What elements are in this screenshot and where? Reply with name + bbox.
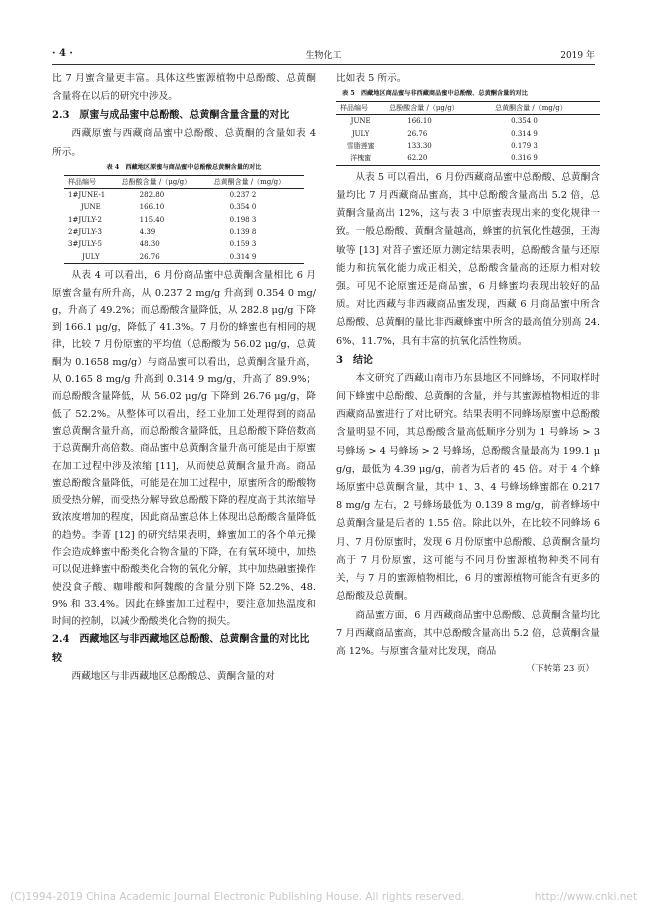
continued-on-note: （下转第 23 页） [526, 664, 594, 675]
section-heading-2-3: 2.3 原蜜与成品蜜中总酚酸、总黄酮含量含量的对比 [52, 110, 290, 122]
table-cell: JULY [64, 251, 118, 264]
table-header-cell: 总黄酮含量 /（mg/g） [210, 175, 304, 188]
table-header-row [64, 175, 304, 188]
right-column [336, 70, 600, 676]
table5-analysis-paragraph: 从表 5 可以看出，6 月份西藏商品蜜中总酚酸、总黄酮含量均比 7 月西藏商品蜜高，其中总酚酸含量高出 5.2 倍，总黄酮含量高出 12%，这与表 3 中原蜜表现出来的变化规律一致。一般总酚酸、黄酮含量越高，蜂蜜的抗氧化性越强，王海敏等 [13] 对苕子蜜还原力测定结果表明，总酚酸含量与还原能力和抗氧化能力成正相关，总酚酸含量高的还原力相对较强。可见不论原蜜还是商品蜜，6 月蜂蜜均表现出较好的品质。对比西藏与非西藏商品蜜发现，西藏 6 月商品蜜中所含总酚酸、总黄酮的量比非西藏蜂蜜中所含的最高值分别高 24.6%、11.7%，具有丰富的抗氧化活性物质。 [336, 171, 600, 347]
table-row [336, 128, 600, 140]
table-row [64, 251, 304, 264]
table-cell: 3#JULY-5 [68, 240, 102, 249]
table-cell: 0.354 0 [511, 117, 538, 126]
intro-paragraph: 比 7 月蜜含量更丰富。具体这些蜜源植物中总酚酸、总黄酮含量将在以后的研究中涉及。 [52, 73, 316, 103]
table4 [64, 175, 304, 264]
table-cell: 雪脂莲蜜 [346, 142, 375, 151]
table-cell: 282.80 [139, 190, 165, 199]
table-row [336, 115, 600, 128]
table-header-cell: 样品编号 [336, 102, 385, 115]
table-row [64, 188, 304, 201]
table5-caption: 表 5 西藏地区商品蜜与非西藏商品蜜中总酚酸、总黄酮含量的对比 [342, 90, 528, 98]
table4-analysis-paragraph: 从表 4 可以看出，6 月份商品蜜中总黄酮含量相比 6 月原蜜含量有所升高，从 0.237 2 mg/g 升高到 0.354 0 mg/g，升高了 49.2%；而总酚酸含量降低，从 282.8 μg/g 下降到 166.1 μg/g，降低了 41.3%。7 月份的蜂蜜也有相同的规律，比较 7 月份原蜜的平均值（总酚酸为 56.02 μg/g，总黄酮为 0.1658 mg/g）与商品蜜可以看出，总黄酮含量升高，从 0.165 8 mg/g 升高到 0.314 9 mg/g，升高了 89.9%；而总酚酸含量降低，从 56.02 μg/g 下降到 26.76 μg/g，降低了 52.2%。从整体可以看出，经工业加工处理得到的商品蜜总黄酮含量升高，而总酚酸含量降低，且总酚酸下降倍数高于总黄酮升高倍数。商品蜜中总黄酮含量升高可能是由于原蜜在加工过程中涉及浓缩 [11]，从而使总黄酮含量升高。商品蜜总酚酸含量降低，可能是在加工过程中，原蜜所含的酚酸物质受热分解，而受热分解导致总酚酸下降的程度高于其浓缩导致浓度增加的程度，因此商品蜜总体上体现出总酚酸含量降低的趋势。李菁 [12] 的研究结果表明，蜂蜜加工的各个单元操作会造成蜂蜜中酚类化合物含量的下降，在有氧环境中，加热可以促进蜂蜜中酚酸类化合物的氧化分解，其中加热融蜜操作使没食子酸、咖啡酸和阿魏酸的含量分别下降 52.2%、48.9% 和 33.4%。因此在蜂蜜加工过程中，要注意加热温度和时间的控制，以减少酚酸类化合物的损失。 [52, 270, 316, 628]
table-cell: 0.159 3 [229, 240, 257, 249]
section-2-3-paragraph: 西藏原蜜与西藏商品蜜中总酚酸、总黄酮的含量如表 4 所示。 [52, 128, 316, 158]
section-heading-2-4: 2.4 西藏地区与非西藏地区总酚酸、总黄酮含量的对比比较 [52, 634, 310, 665]
section-heading-3: 3 结论 [336, 354, 373, 366]
table-row [64, 226, 304, 238]
table-cell: 0.139 8 [229, 228, 257, 237]
section-2-4-paragraph: 西藏地区与非西藏地区总酚酸总、黄酮含量的对 [71, 671, 275, 683]
table-header-cell: 总酚酸含量 /（μg/g） [385, 102, 491, 115]
table-header-cell: 样品编号 [64, 175, 118, 188]
table-cell: 2#JULY-3 [68, 228, 102, 237]
table-cell: 0.179 3 [511, 142, 538, 151]
table-cell: 26.76 [118, 251, 210, 264]
table-cell: 0.198 3 [229, 215, 257, 224]
table-cell: 133.30 [407, 142, 432, 151]
table-row [336, 140, 600, 152]
table-cell: 26.76 [407, 129, 428, 138]
table-cell: 0.354 0 [229, 203, 257, 212]
table-cell: 166.10 [139, 203, 165, 212]
table-header-cell: 总黄酮含量 /（mg/g） [491, 102, 600, 115]
running-header [52, 48, 595, 64]
journal-name: 生物化工 [305, 51, 342, 61]
conclusion-paragraph-2: 商品蜜方面，6 月西藏商品蜜中总酚酸、总黄酮含量均比 7 月西藏商品蜜高，其中总酚酸含量高出 5.2 倍，总黄酮含量高 12%。与原蜜含量对比发现，商品 [336, 609, 600, 657]
table-cell: 48.30 [139, 240, 160, 249]
table-cell: JUNE [350, 117, 371, 126]
table-header-row [336, 102, 600, 115]
table-cell: JUNE [80, 203, 101, 212]
table-cell: 1#JULY-2 [68, 215, 102, 224]
table4-caption: 表 4 西藏地区原蜜与商品蜜中总酚酸总黄酮含量的对比 [106, 163, 262, 171]
table-cell: 166.10 [407, 117, 432, 126]
table-cell: 0.314 9 [210, 251, 304, 264]
table-row [64, 201, 304, 213]
table-row [64, 214, 304, 226]
table5 [336, 101, 600, 166]
header-rule [52, 64, 595, 65]
copyright-text: (C)1994-2019 China Academic Journal Electronic Publishing House. All rights reserved. [10, 891, 465, 903]
table-cell: JULY [351, 129, 370, 138]
page-number: · 4 · [52, 48, 73, 59]
table-row [64, 238, 304, 250]
left-column [52, 70, 316, 687]
table-cell: 0.316 9 [491, 152, 600, 165]
table-row [336, 152, 600, 165]
table-cell: 4.39 [139, 228, 156, 237]
table-cell: 115.40 [139, 215, 165, 224]
table-cell: 62.20 [385, 152, 491, 165]
table-cell: 洋槐蜜 [336, 152, 385, 165]
table-cell: 0.314 9 [511, 129, 538, 138]
table-cell: 1#JUNE-1 [68, 190, 106, 199]
publication-year: 2019 年 [560, 51, 595, 61]
continued-paragraph: 比如表 5 所示。 [336, 73, 407, 84]
conclusion-paragraph-1: 本文研究了西藏山南市乃东县地区不同蜂场，不同取样时间下蜂蜜中总酚酸、总黄酮的含量，并与其蜜源植物相近的非西藏商品蜜进行了对比研究。结果表明不同蜂场原蜜中总酚酸含量明显不同，其总酚酸含量高低顺序分别为 1 号蜂场 > 3 号蜂场 > 4 号蜂场 > 2 号蜂场，总酚酸含量最高为 199.1 μg/g，最低为 4.39 μg/g，前者为后者的 45 倍。对于 4 个蜂场原蜜中总黄酮含量，其中 1、3、4 号蜂场蜂蜜都在 0.217 8 mg/g 左右，2 号蜂场最低为 0.139 8 mg/g，前者蜂场中总黄酮含量是后者的 1.55 倍。除此以外，在比较不同蜂场 6 月、7 月份原蜜时，发现 6 月份原蜜中总酚酸、总黄酮含量均高于 7 月份原蜜，这可能与不同月份蜜源植物种类不同有关，与 7 月的蜜源植物相比，6 月的蜜源植物可能含有更多的总酚酸及总黄酮。 [336, 372, 600, 603]
website-link[interactable]: http://www.cnki.net [534, 891, 637, 903]
table-cell: 0.237 2 [229, 190, 257, 199]
table-header-cell: 总酚酸含量 /（μg/g） [118, 175, 210, 188]
